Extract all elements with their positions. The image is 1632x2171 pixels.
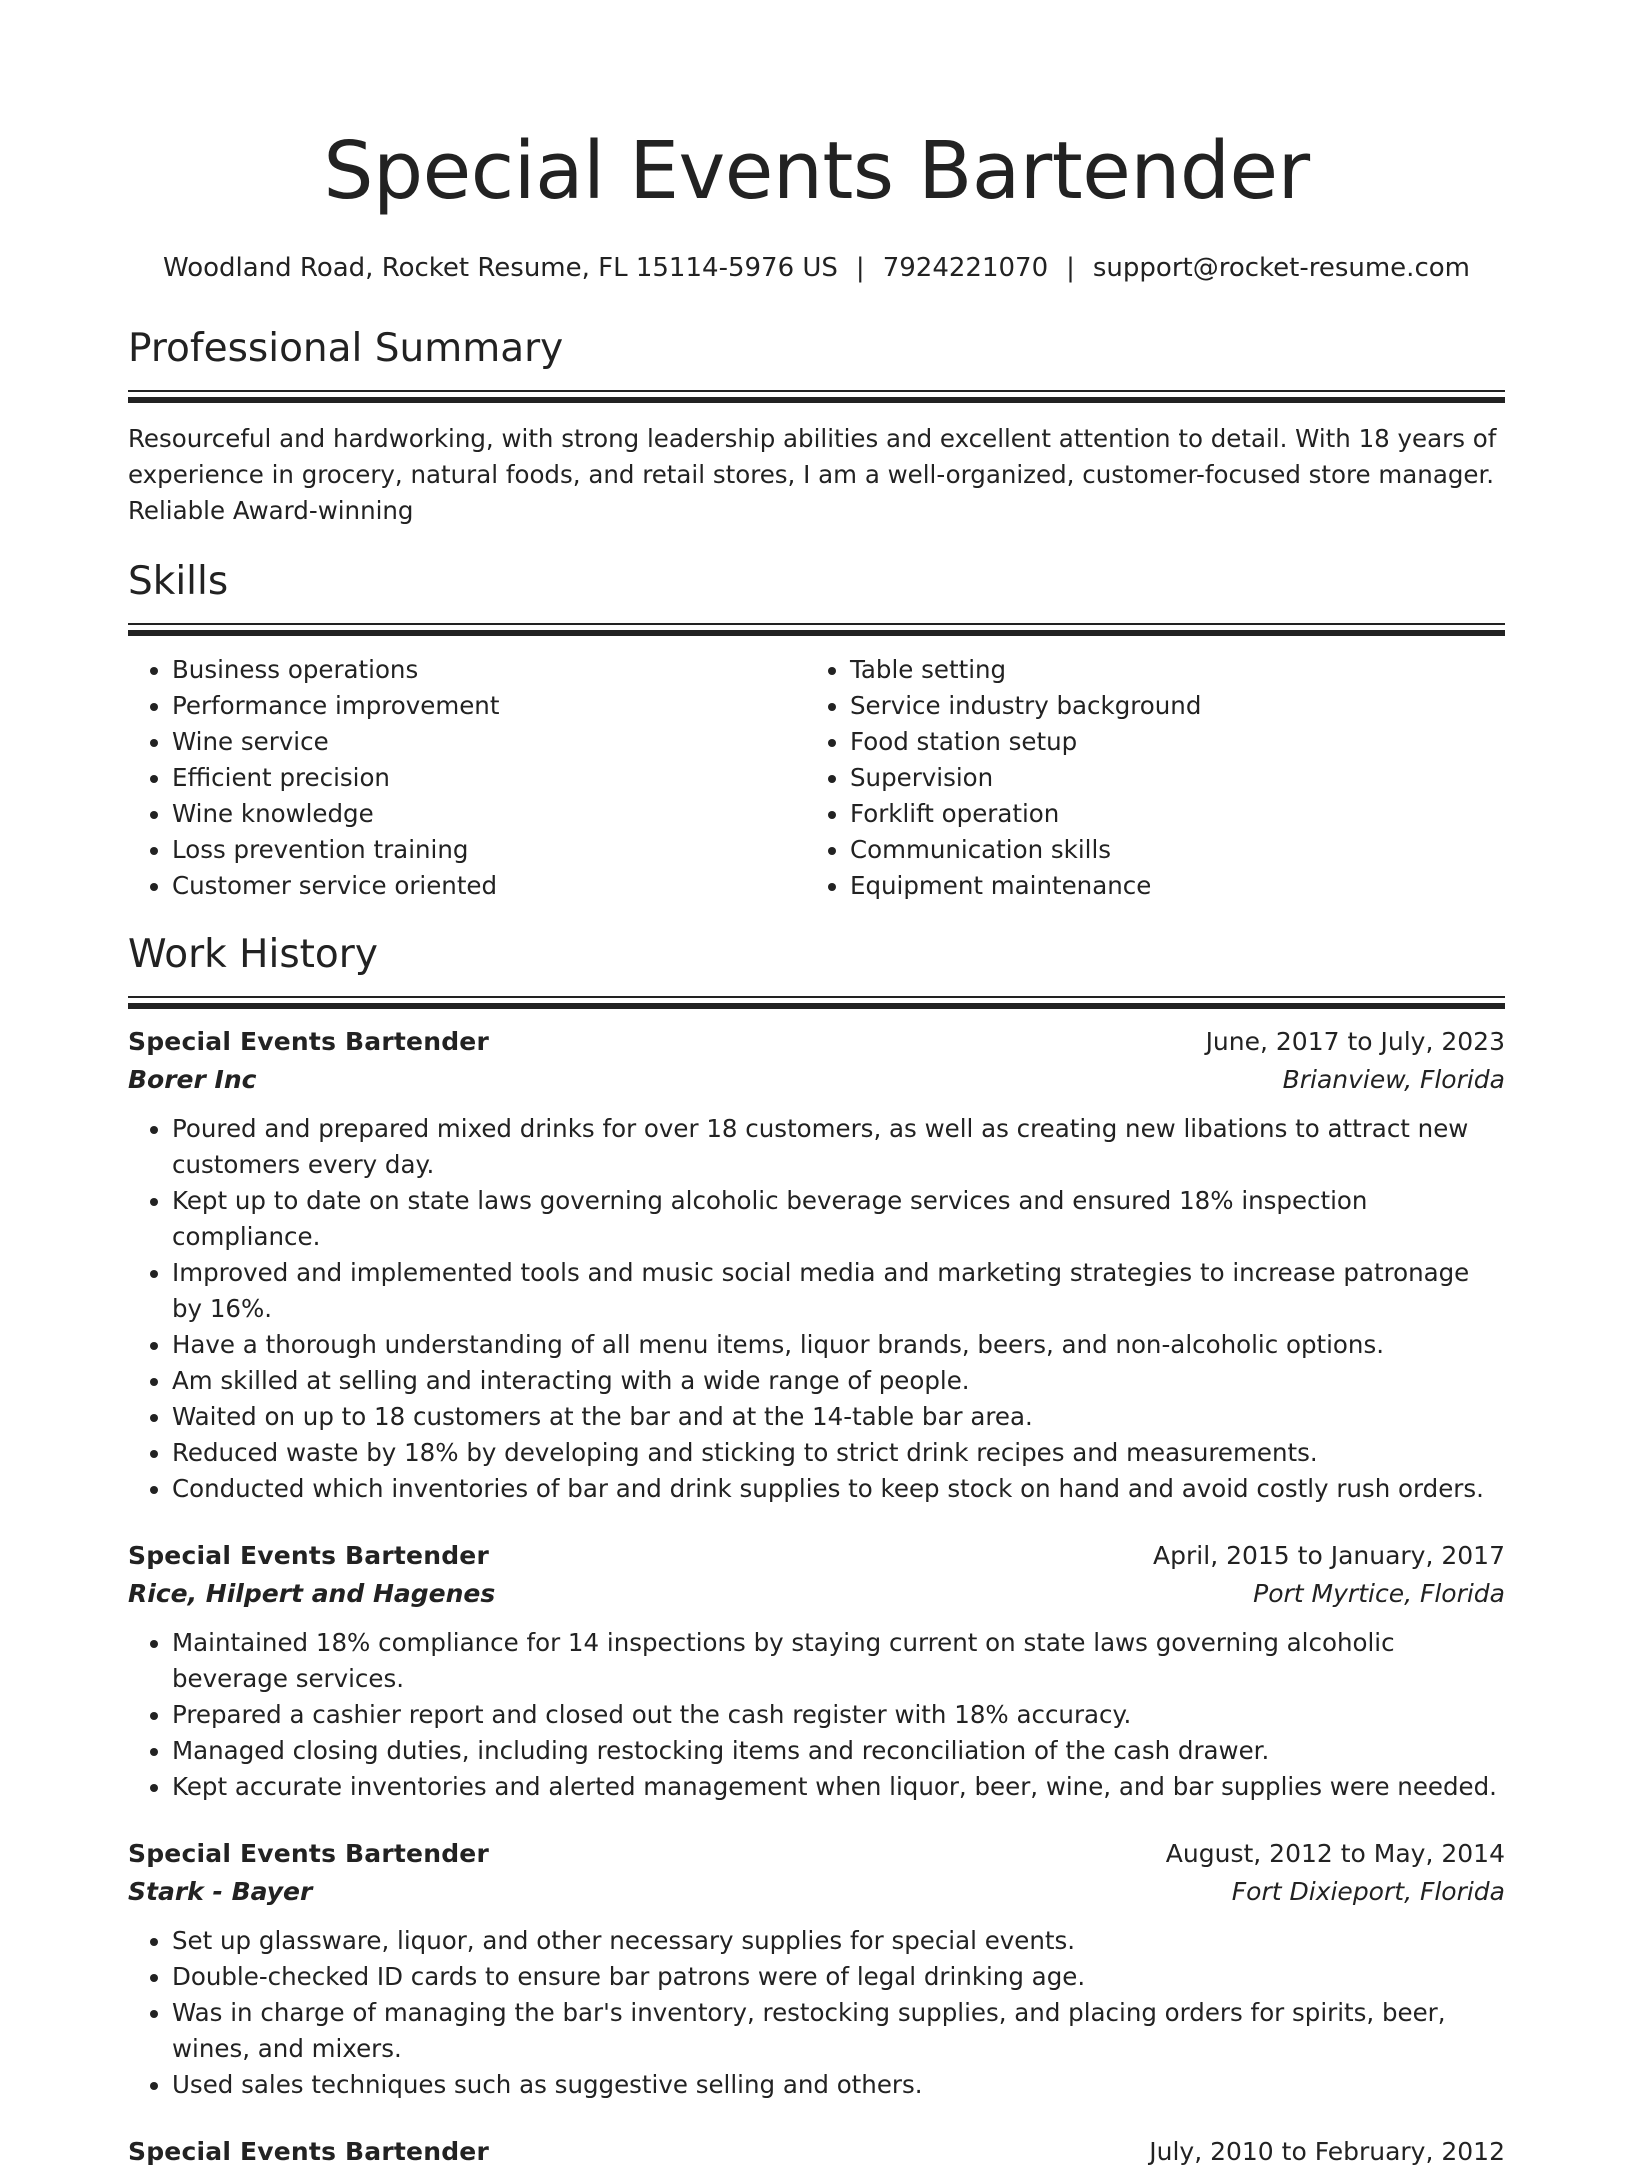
- job-bullet: • Reduced waste by 18% by developing and sticking to strict drink recipes and measurements.: [172, 1435, 1505, 1471]
- skills-list-right: [806, 652, 1484, 904]
- job-header: [128, 1023, 1505, 1061]
- job-bullet: • Prepared a cashier report and closed out the cash register with 18% accuracy.: [172, 1697, 1505, 1733]
- summary-text: Resourceful and hardworking, with strong leadership abilities and excellent attention to detail. With 18 years of experience in grocery, natural foods, and retail stores, I am a well-organized, customer-focused store manager. Reliable Award-winning: [128, 424, 1497, 525]
- skills-section: [128, 557, 1505, 904]
- job-bullet: • Used sales techniques such as suggestive selling and others.: [172, 2067, 1505, 2103]
- work-history-section: [128, 930, 1505, 2171]
- job-bullet: • Double-checked ID cards to ensure bar patrons were of legal drinking age.: [172, 1959, 1505, 1995]
- job-dates: April, 2015 to January, 2017: [1153, 1541, 1505, 1570]
- contact-email: support@rocket-resume.com: [1092, 253, 1470, 283]
- skill-item: • Table setting: [850, 652, 1484, 688]
- job-title: Special Events Bartender: [128, 1839, 489, 1868]
- job-bullet: • Managed closing duties, including restocking items and reconciliation of the cash drawer.: [172, 1733, 1505, 1769]
- job-subheader: [128, 1061, 1505, 1099]
- job-header: [128, 1537, 1505, 1575]
- job-location: Fort Dixieport, Florida: [1231, 1877, 1505, 1906]
- job-entry: [128, 1835, 1505, 2103]
- candidate-name: Special Events Bartender: [323, 125, 1310, 217]
- skill-item: • Wine service: [172, 724, 806, 760]
- skills-heading: Skills: [128, 559, 229, 604]
- job-title: Special Events Bartender: [128, 1541, 489, 1570]
- job-location: Port Myrtice, Florida: [1253, 1579, 1505, 1608]
- job-bullet: • Was in charge of managing the bar's inventory, restocking supplies, and placing orders for spirits, beer, wines, and mixers.: [172, 1995, 1505, 2067]
- skill-item: • Forklift operation: [850, 796, 1484, 832]
- job-subheader: [128, 1575, 1505, 1613]
- job-dates: July, 2010 to February, 2012: [1149, 2137, 1505, 2166]
- skill-item: • Food station setup: [850, 724, 1484, 760]
- job-entry: [128, 2133, 1505, 2171]
- job-header: [128, 1835, 1505, 1873]
- job-company: Rice, Hilpert and Hagenes: [128, 1579, 496, 1608]
- summary-section: [128, 324, 1505, 529]
- job-bullets: [128, 1625, 1505, 1805]
- job-entry: [128, 1023, 1505, 1507]
- job-entry: [128, 1537, 1505, 1805]
- job-bullet: • Waited on up to 18 customers at the bar and at the 14-table bar area.: [172, 1399, 1505, 1435]
- summary-heading: Professional Summary: [128, 326, 564, 371]
- job-subheader: [128, 1873, 1505, 1911]
- job-bullet: • Have a thorough understanding of all menu items, liquor brands, beers, and non-alcoholic options.: [172, 1327, 1505, 1363]
- skill-item: • Equipment maintenance: [850, 868, 1484, 904]
- section-divider: [128, 623, 1505, 636]
- contact-separator: |: [855, 253, 865, 283]
- work-history-heading: Work History: [128, 932, 378, 977]
- job-location: Brianview, Florida: [1282, 1065, 1505, 1094]
- skill-item: • Performance improvement: [172, 688, 806, 724]
- skill-item: • Customer service oriented: [172, 868, 806, 904]
- skills-columns: [128, 652, 1505, 904]
- job-title: Special Events Bartender: [128, 1027, 489, 1056]
- contact-address: Woodland Road, Rocket Resume, FL 15114-5976 US: [163, 253, 838, 283]
- skill-item: • Efficient precision: [172, 760, 806, 796]
- skill-item: • Service industry background: [850, 688, 1484, 724]
- job-bullet: • Set up glassware, liquor, and other necessary supplies for special events.: [172, 1923, 1505, 1959]
- job-company: Borer Inc: [128, 1065, 257, 1094]
- section-divider: [128, 390, 1505, 403]
- contact-separator: |: [1066, 253, 1075, 283]
- skills-list-left: [128, 652, 806, 904]
- job-header: [128, 2133, 1505, 2171]
- skill-item: • Wine knowledge: [172, 796, 806, 832]
- skill-item: • Supervision: [850, 760, 1484, 796]
- job-title: Special Events Bartender: [128, 2137, 489, 2166]
- job-bullet: • Maintained 18% compliance for 14 inspections by staying current on state laws governing alcoholic beverage services.: [172, 1625, 1505, 1697]
- resume-page: [128, 0, 1505, 2171]
- job-bullets: [128, 1111, 1505, 1507]
- job-dates: August, 2012 to May, 2014: [1165, 1839, 1505, 1868]
- job-bullet: • Kept accurate inventories and alerted management when liquor, beer, wine, and bar supplies were needed.: [172, 1769, 1505, 1805]
- skill-item: • Business operations: [172, 652, 806, 688]
- job-company: Stark - Bayer: [128, 1877, 313, 1906]
- job-bullet: • Improved and implemented tools and music social media and marketing strategies to increase patronage by 16%.: [172, 1255, 1505, 1327]
- job-bullet: • Kept up to date on state laws governing alcoholic beverage services and ensured 18% inspection compliance.: [172, 1183, 1505, 1255]
- skill-item: • Communication skills: [850, 832, 1484, 868]
- contact-phone: 7924221070: [882, 253, 1049, 283]
- section-divider: [128, 996, 1505, 1009]
- job-bullets: [128, 1923, 1505, 2103]
- job-dates: June, 2017 to July, 2023: [1205, 1027, 1505, 1056]
- skill-item: • Loss prevention training: [172, 832, 806, 868]
- job-bullet: • Conducted which inventories of bar and drink supplies to keep stock on hand and avoid costly rush orders.: [172, 1471, 1505, 1507]
- job-bullet: • Poured and prepared mixed drinks for over 18 customers, as well as creating new libations to attract new customers every day.: [172, 1111, 1505, 1183]
- job-bullet: • Am skilled at selling and interacting with a wide range of people.: [172, 1363, 1505, 1399]
- contact-line: [128, 250, 1505, 286]
